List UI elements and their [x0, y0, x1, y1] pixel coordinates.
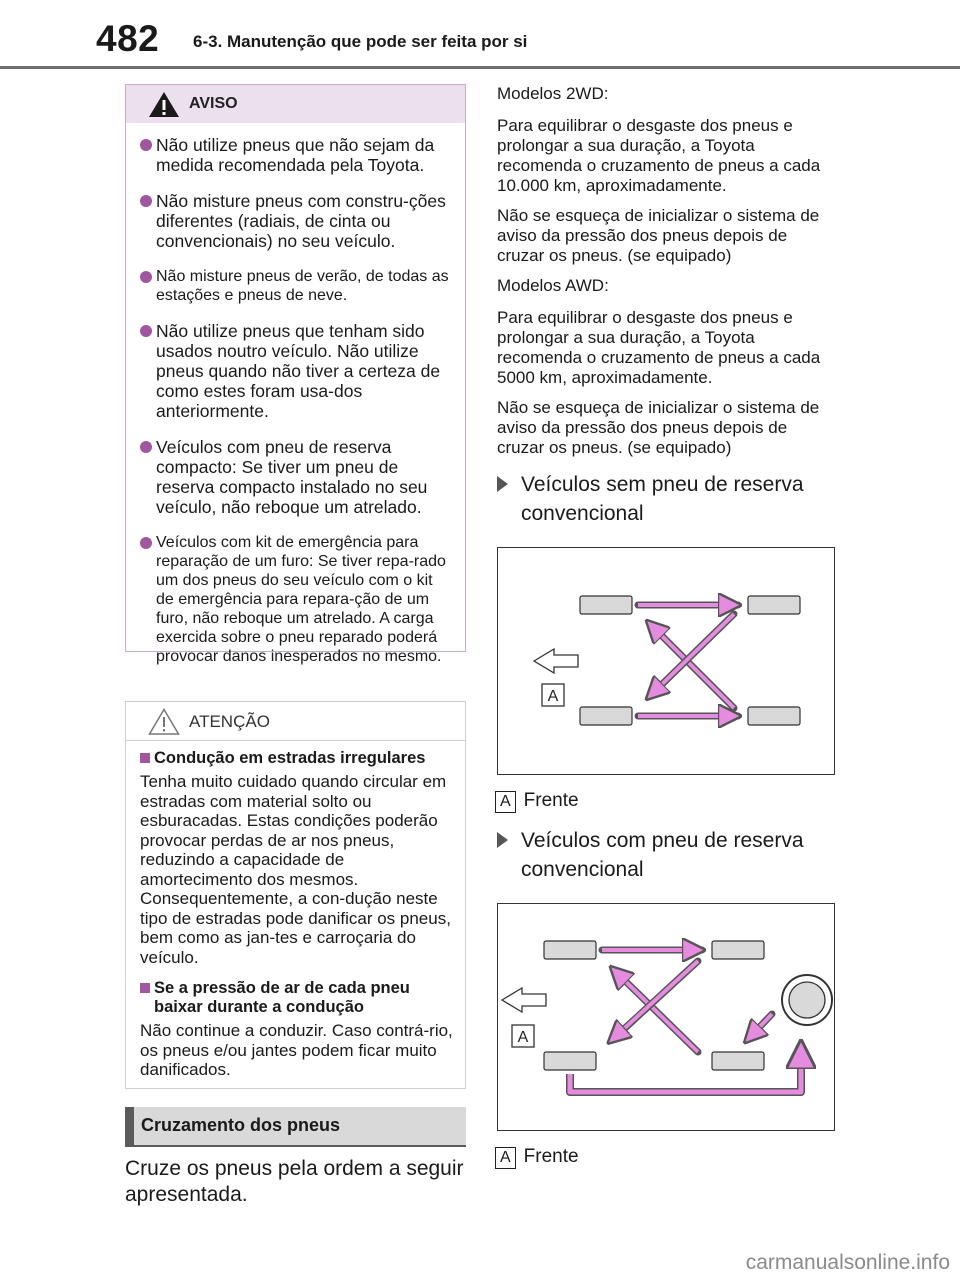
bullet-icon [140, 441, 152, 453]
diagram-a-label: A [547, 688, 559, 705]
cruzamento-heading: Cruzamento dos pneus [125, 1107, 466, 1147]
bullet-icon [140, 139, 152, 151]
aviso-title: AVISO [189, 95, 238, 112]
aviso-header [126, 85, 465, 123]
bullet-icon [140, 195, 152, 207]
watermark: carmanualsonline.info [745, 1251, 950, 1274]
diagram-a-label: A [517, 1029, 529, 1046]
models-2wd-text: Para equilibrar o desgaste dos pneus e prolongar a sua duração, a Toyota recomenda o cruzamento de pneus a cada 10.000 km, aproximadamente. [497, 116, 821, 195]
atencao-title: ATENÇÃO [189, 712, 270, 731]
atencao-header [126, 702, 465, 741]
a-label-box: A [495, 1147, 516, 1169]
aviso-box [125, 84, 466, 665]
subheading: Se a pressão de ar de cada pneu baixar durante a condução [140, 979, 453, 1017]
bullet-icon [140, 271, 152, 283]
frente-legend: A Frente [495, 1146, 579, 1169]
caution-icon [148, 708, 180, 735]
atencao-text: Não continue a conduzir. Caso contrá-rio, os pneus e/ou jantes podem ficar muito danificados. [140, 1021, 453, 1079]
cruzamento-intro: Cruze os pneus pela ordem a seguir apresentada. [125, 1157, 464, 1206]
page-header [0, 0, 960, 68]
models-2wd-note: Não se esqueça de inicializar o sistema de aviso da pressão dos pneus depois de cruzar os pneus. (se equipado) [497, 206, 820, 265]
rotation-diagram-with-spare [497, 903, 835, 1131]
models-awd-text: Para equilibrar o desgaste dos pneus e prolongar a sua duração, a Toyota recomenda o cruzamento de pneus a cada 5000 km, aproximadamente. [497, 308, 821, 387]
header-rule [0, 66, 960, 69]
a-label-box: A [495, 791, 516, 813]
subheading: Condução em estradas irregulares [140, 749, 453, 768]
square-bullet-icon [140, 753, 150, 763]
square-bullet-icon [140, 983, 150, 993]
aviso-item: Veículos com kit de emergência para reparação de um furo: Se tiver repa-rado um dos pneus do seu veículo com o kit de emergência para repara-ção de um furo, não reboque um atrelado. A carga exercida sobre o pneu reparado poderá provocar danos inesperados no mesmo. [140, 533, 453, 666]
vehicle-heading-no-spare: Veículos sem pneu de reserva convencional [497, 470, 831, 528]
section-title: 6-3. Manutenção que pode ser feita por si [193, 32, 528, 51]
warning-icon [148, 91, 180, 118]
right-column [497, 84, 837, 468]
models-awd-note: Não se esqueça de inicializar o sistema de aviso da pressão dos pneus depois de cruzar os pneus. (se equipado) [497, 398, 820, 457]
frente-legend: A Frente [495, 790, 579, 813]
triangle-arrow-icon [497, 832, 508, 848]
aviso-item: Não utilize pneus que tenham sido usados noutro veículo. Não utilize pneus quando não tiver a certeza de como estes foram usa-dos anteriormente. [140, 321, 453, 421]
page-number: 482 [96, 18, 160, 59]
bullet-icon [140, 325, 152, 337]
models-2wd-label: Modelos 2WD: [497, 84, 609, 103]
bullet-icon [140, 537, 152, 549]
triangle-arrow-icon [497, 476, 508, 492]
aviso-item: Não misture pneus com constru-ções diferentes (radiais, de cinta ou convencionais) no seu veículo. [140, 191, 453, 251]
rotation-diagram-no-spare [497, 547, 835, 775]
models-awd-label: Modelos AWD: [497, 276, 609, 295]
atencao-box [125, 701, 466, 1089]
aviso-item: Veículos com pneu de reserva compacto: Se tiver um pneu de reserva compacto instalado no seu veículo, não reboque um atrelado. [140, 437, 453, 517]
aviso-item: Não misture pneus de verão, de todas as estações e pneus de neve. [140, 267, 453, 305]
vehicle-heading-with-spare: Veículos com pneu de reserva convencional [497, 826, 831, 884]
aviso-item: Não utilize pneus que não sejam da medida recomendada pela Toyota. [140, 135, 453, 175]
atencao-text: Tenha muito cuidado quando circular em estradas com material solto ou esburacadas. Estas condições poderão provocar perdas de ar nos pneus, reduzindo a capacidade de amortecimento dos mesmos. Consequentemente, a con-dução neste tipo de estradas pode danificar os pneus, bem como as jan-tes e carroçaria do veículo. [140, 772, 451, 967]
